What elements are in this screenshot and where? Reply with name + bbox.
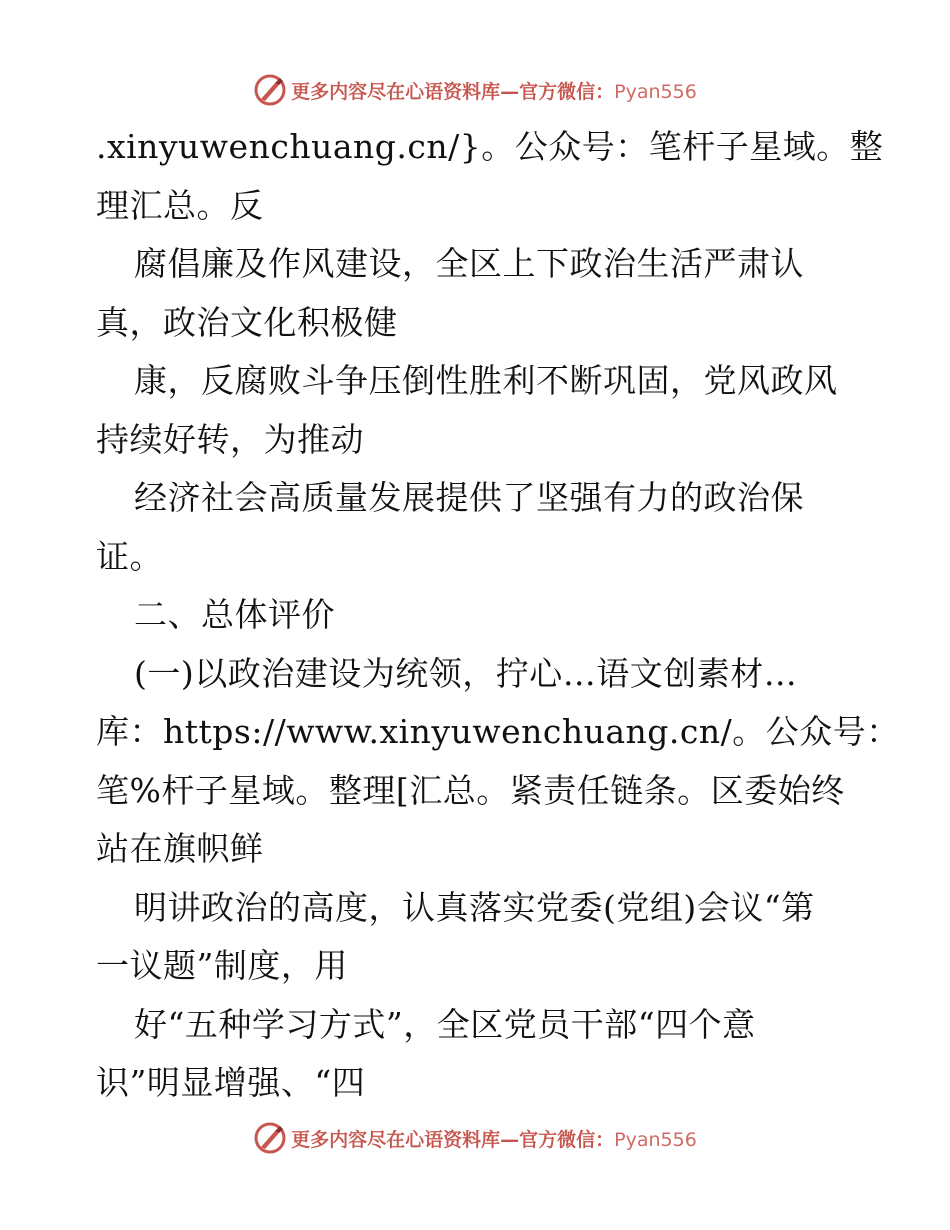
footer-watermark [0, 1118, 950, 1158]
text-line: .xinyuwenchuang.cn/}。公众号：笔杆子星域。整 [96, 127, 884, 166]
text-line: 明讲政治的高度，认真落实党委(党组)会议“第 [134, 887, 815, 927]
watermark-text: 更多内容尽在心语资料库—官方微信：Pyan556 [291, 1128, 697, 1151]
wechat-id: Pyan556 [614, 80, 697, 103]
text-line: 站在旗帜鲜 [96, 829, 264, 868]
heading-text: 二、总体评价 [134, 595, 335, 634]
paragraph [96, 352, 856, 469]
text-line: 库：https://www.xinyuwenchuang.cn/。公众号： [96, 712, 900, 751]
text-line: 真，政治文化积极健 [96, 302, 398, 342]
text-line: (一)以政治建设为统领，拧心…语文创素材… [134, 653, 798, 693]
header-watermark [0, 70, 950, 110]
pen-logo-icon [253, 1121, 287, 1155]
watermark-text: 更多内容尽在心语资料库—官方微信：Pyan556 [291, 80, 697, 103]
text-line: 经济社会高质量发展提供了坚强有力的政治保 [134, 478, 804, 517]
wechat-id: Pyan556 [614, 1128, 697, 1151]
text-line: 证。 [96, 536, 163, 576]
paragraph [96, 469, 856, 586]
paragraph [96, 996, 856, 1113]
text-line: 康，反腐败斗争压倒性胜利不断巩固，党风政风 [134, 361, 838, 400]
text-line: 持续好转，为推动 [96, 419, 364, 459]
paragraph [96, 118, 884, 235]
paragraph [96, 645, 900, 879]
paragraph [96, 879, 856, 996]
document-body [96, 118, 900, 1113]
paragraph [96, 235, 856, 352]
text-line: 识”明显增强、“四 [96, 1063, 366, 1102]
section-heading [96, 586, 856, 645]
text-line: 一议题”制度，用 [96, 946, 348, 985]
text-line: 腐倡廉及作风建设，全区上下政治生活严肃认 [134, 244, 804, 283]
text-line: 好“五种学习方式”，全区党员干部“四个意 [134, 1004, 756, 1044]
pen-logo-icon [253, 73, 287, 107]
text-line: 笔%杆子星域。整理[汇总。紧责任链条。区委始终 [96, 770, 845, 810]
text-line: 理汇总。反 [96, 185, 264, 225]
